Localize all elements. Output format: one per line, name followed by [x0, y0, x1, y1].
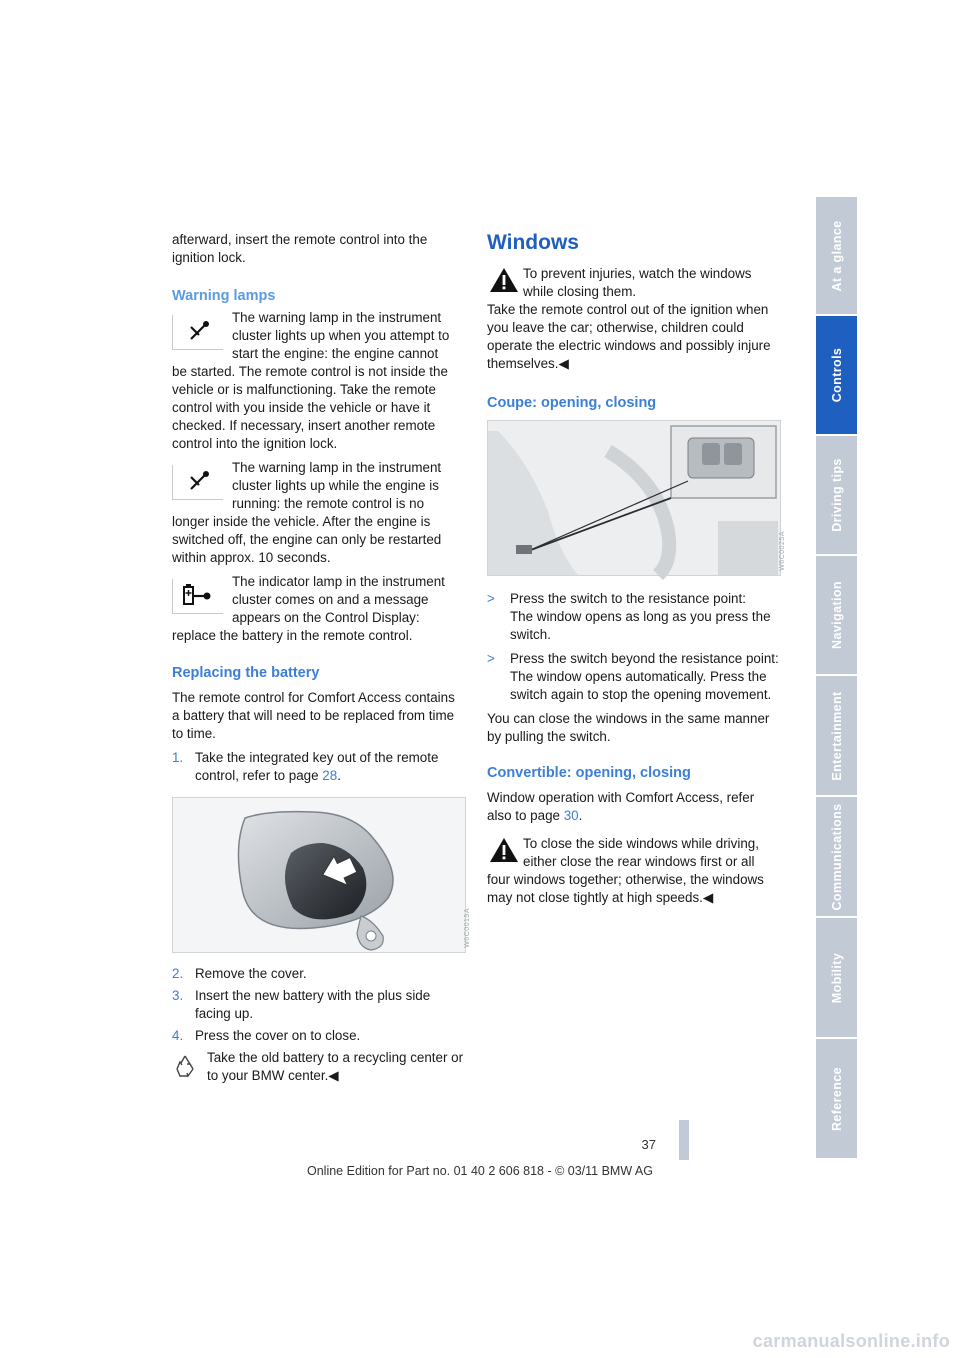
step-3-text: Insert the new battery with the plus side facing up. — [195, 988, 431, 1021]
edition-footer: Online Edition for Part no. 01 40 2 606 818 - © 03/11 BMW AG — [307, 1164, 653, 1178]
indicator-lamp-3 — [172, 573, 464, 645]
key-warning-icon — [172, 465, 223, 500]
warning-lamp-2 — [172, 459, 464, 567]
windows-warning — [487, 265, 779, 373]
coupe-heading: Coupe: opening, closing — [487, 395, 657, 411]
left-column — [172, 231, 471, 1085]
step-2-number: 2. — [172, 966, 184, 981]
coupe-bullet-1-detail: The window opens as long as you press the switch. — [510, 609, 771, 642]
intro-text: afterward, insert the remote control into the ignition lock. — [172, 232, 428, 265]
convertible-text: Window operation with Comfort Access, refer also to page 30. — [487, 790, 755, 823]
key-warning-icon — [172, 315, 223, 350]
step-2 — [172, 965, 464, 983]
coupe-bullet-1-line: Press the switch to the resistance point: — [510, 591, 746, 606]
tab-reference[interactable]: Reference — [816, 1039, 857, 1160]
windows-warning-rest: Take the remote control out of the ignition when you leave the car; otherwise, children could operate the electric windows and possibly injure themselves.◀ — [487, 302, 771, 371]
figure-code: W6C0015A — [464, 908, 471, 948]
tab-driving-tips[interactable]: Driving tips — [816, 436, 857, 556]
chapter-tabs — [816, 197, 857, 1160]
warning-lamp-2-rest: longer inside the vehicle. After the engine is switched off, the engine can only be restarted within approx. 10 seconds. — [172, 514, 442, 565]
coupe-bullet-2-line: Press the switch beyond the resistance point: — [510, 651, 779, 666]
coupe-bullet-1 — [487, 590, 779, 644]
battery-key-icon — [172, 579, 223, 614]
page-link-28[interactable]: 28 — [322, 768, 338, 783]
step-1-number: 1. — [172, 750, 184, 765]
warning-lamp-1-text: The warning lamp in the instrument cluster lights up when you attempt to start the engine: the engine cannot — [232, 310, 450, 361]
recycle-note — [172, 1049, 464, 1085]
warning-lamps-heading: Warning lamps — [172, 288, 276, 304]
tab-entertainment[interactable]: Entertainment — [816, 676, 857, 797]
step-3 — [172, 987, 464, 1023]
figure-code: W6C0025A — [779, 531, 786, 571]
step-4 — [172, 1027, 464, 1045]
site-watermark: carmanualsonline.info — [752, 1331, 950, 1351]
replacing-battery-heading: Replacing the battery — [172, 665, 320, 681]
tab-at-a-glance[interactable]: At a glance — [816, 197, 857, 316]
remote-control-figure — [172, 797, 471, 953]
recycle-text: Take the old battery to a recycling center or to your BMW center.◀ — [207, 1050, 464, 1083]
window-switch-figure — [487, 420, 786, 576]
step-1-text: Take the integrated key out of the remote control, refer to page 28. — [195, 750, 439, 783]
convertible-heading: Convertible: opening, closing — [487, 765, 691, 781]
convertible-warning — [487, 835, 779, 907]
step-3-number: 3. — [172, 988, 184, 1003]
tab-controls[interactable]: Controls — [816, 316, 857, 436]
step-4-number: 4. — [172, 1028, 184, 1043]
step-4-text: Press the cover on to close. — [195, 1028, 361, 1043]
warning-triangle-icon — [489, 837, 519, 868]
windows-warning-text: To prevent injuries, watch the windows while closing them. — [523, 266, 752, 299]
step-1 — [172, 749, 464, 785]
page-link-30[interactable]: 30 — [563, 808, 579, 823]
recycle-icon — [172, 1053, 198, 1079]
coupe-bullet-2 — [487, 650, 779, 704]
battery-intro: The remote control for Comfort Access contains a battery that will need to be replaced from time to time. — [172, 690, 455, 741]
indicator-lamp-3-text: The indicator lamp in the instrument cluster comes on and a message appears on the Control Display: — [232, 574, 445, 625]
step-2-text: Remove the cover. — [195, 966, 307, 981]
footer-marker-bar — [679, 1120, 689, 1160]
coupe-after-text: You can close the windows in the same manner by pulling the switch. — [487, 711, 770, 744]
warning-triangle-icon — [489, 267, 519, 298]
convertible-warning-rest: four windows together; otherwise, the windows may not close tightly at high speeds.◀ — [487, 872, 764, 905]
coupe-bullet-2-detail: The window opens automatically. Press the switch again to stop the opening movement. — [510, 669, 772, 702]
convertible-warning-text: To close the side windows while driving, either close the rear windows first or all — [523, 836, 759, 869]
bullet-marker: > — [487, 651, 495, 666]
warning-lamp-1-rest: be started. The remote control is not inside the vehicle or is malfunctioning. Take the remote control with you inside the vehicle or have it checked. If necessary, insert another remote control into the ignition lock. — [172, 364, 448, 451]
tab-communications[interactable]: Communications — [816, 797, 857, 918]
right-column — [487, 231, 786, 907]
windows-heading: Windows — [487, 231, 579, 254]
tab-navigation[interactable]: Navigation — [816, 556, 857, 676]
tab-mobility[interactable]: Mobility — [816, 918, 857, 1039]
indicator-lamp-3-rest: replace the battery in the remote control. — [172, 628, 413, 643]
warning-lamp-2-text: The warning lamp in the instrument cluster lights up while the engine is running: the remote control is no — [232, 460, 442, 511]
warning-lamp-1 — [172, 309, 464, 453]
page-number: 37 — [641, 1137, 656, 1152]
bullet-marker: > — [487, 591, 495, 606]
